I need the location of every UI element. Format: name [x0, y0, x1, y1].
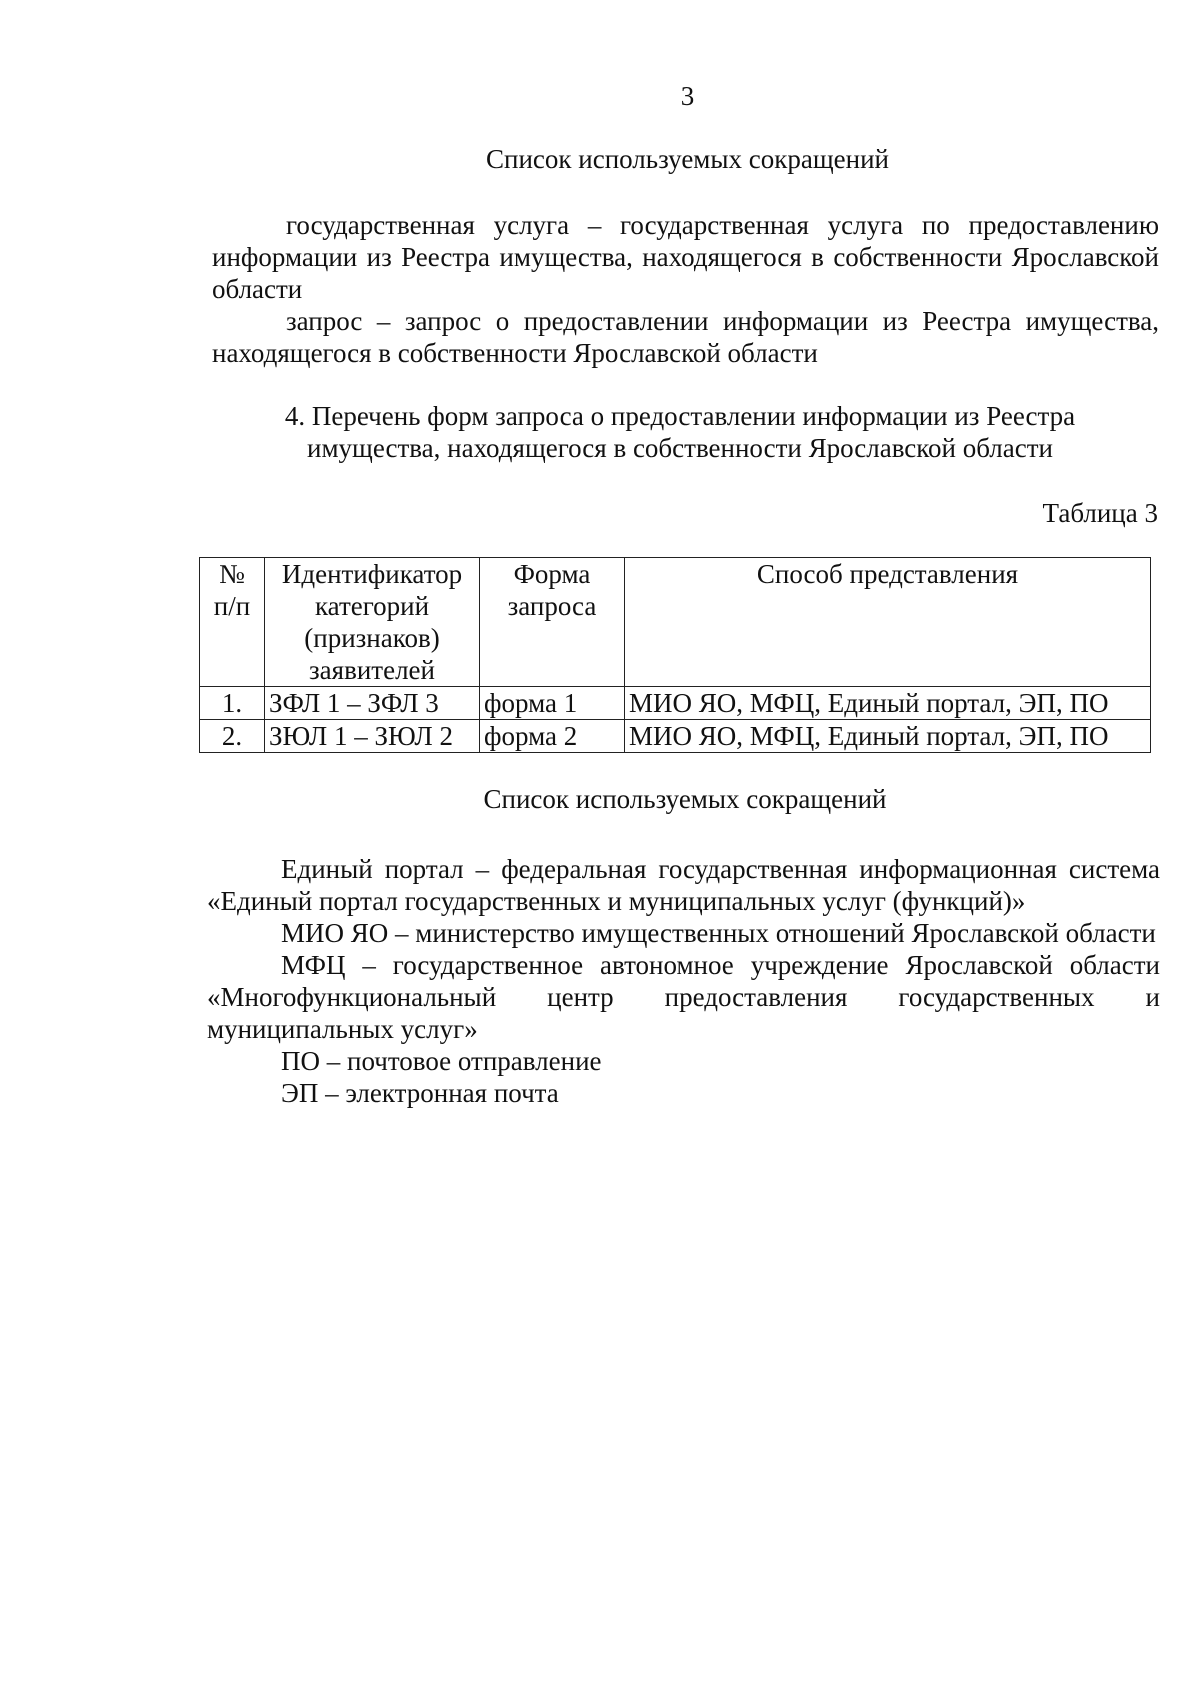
abbreviation-entry: государственная услуга – государственная услуга по предоставлению информации из Реестра имущества, находящегося в собственности Ярославской области — [212, 210, 1159, 304]
column-header-form: Форма запроса — [480, 558, 625, 687]
cell-number: 2. — [200, 720, 265, 753]
table-header-row — [200, 558, 1151, 687]
header-text: № — [219, 559, 245, 589]
abbreviation-entry: Единый портал – федеральная государственная информационная система «Единый портал государственных и муниципальных услуг (функций)» — [207, 854, 1160, 916]
header-text: п/п — [213, 591, 251, 621]
abbreviation-entry: ПО – почтовое отправление — [281, 1046, 602, 1076]
section-title-line: имущества, находящегося в собственности Ярославской области — [307, 433, 1053, 463]
abbreviations-heading: Список используемых сокращений — [486, 144, 889, 174]
cell-identifier: ЗЮЛ 1 – ЗЮЛ 2 — [265, 720, 480, 753]
abbreviations-list — [207, 853, 1160, 1109]
cell-form: форма 2 — [480, 720, 625, 753]
abbreviation-entry: запрос – запрос о предоставлении информации из Реестра имущества, находящегося в собственности Ярославской области — [212, 306, 1159, 368]
table-row — [200, 687, 1151, 720]
cell-method: МИО ЯО, МФЦ, Единый портал, ЭП, ПО — [625, 720, 1151, 753]
cell-identifier: ЗФЛ 1 – ЗФЛ 3 — [265, 687, 480, 720]
request-forms-table — [199, 557, 1151, 753]
cell-form: форма 1 — [480, 687, 625, 720]
table-row — [200, 720, 1151, 753]
cell-number: 1. — [200, 687, 265, 720]
page-number: 3 — [680, 81, 695, 111]
abbreviation-entry: ЭП – электронная почта — [281, 1078, 559, 1108]
column-header-number — [200, 558, 265, 687]
column-header-method: Способ представления — [625, 558, 1151, 687]
abbreviation-entry: МФЦ – государственное автономное учреждение Ярославской области «Многофункциональный центр предоставления государственных и муниципальных услуг» — [207, 950, 1160, 1044]
table-label: Таблица 3 — [1042, 498, 1158, 528]
abbreviation-entry: МИО ЯО – министерство имущественных отношений Ярославской области — [281, 918, 1156, 948]
column-header-identifier: Идентификатор категорий (признаков) заявителей — [265, 558, 480, 687]
abbreviations-list — [212, 209, 1159, 369]
cell-method: МИО ЯО, МФЦ, Единый портал, ЭП, ПО — [625, 687, 1151, 720]
section-title — [230, 400, 1130, 464]
abbreviations-heading: Список используемых сокращений — [483, 784, 887, 814]
section-title-line: 4. Перечень форм запроса о предоставлении информации из Реестра — [284, 401, 1076, 431]
